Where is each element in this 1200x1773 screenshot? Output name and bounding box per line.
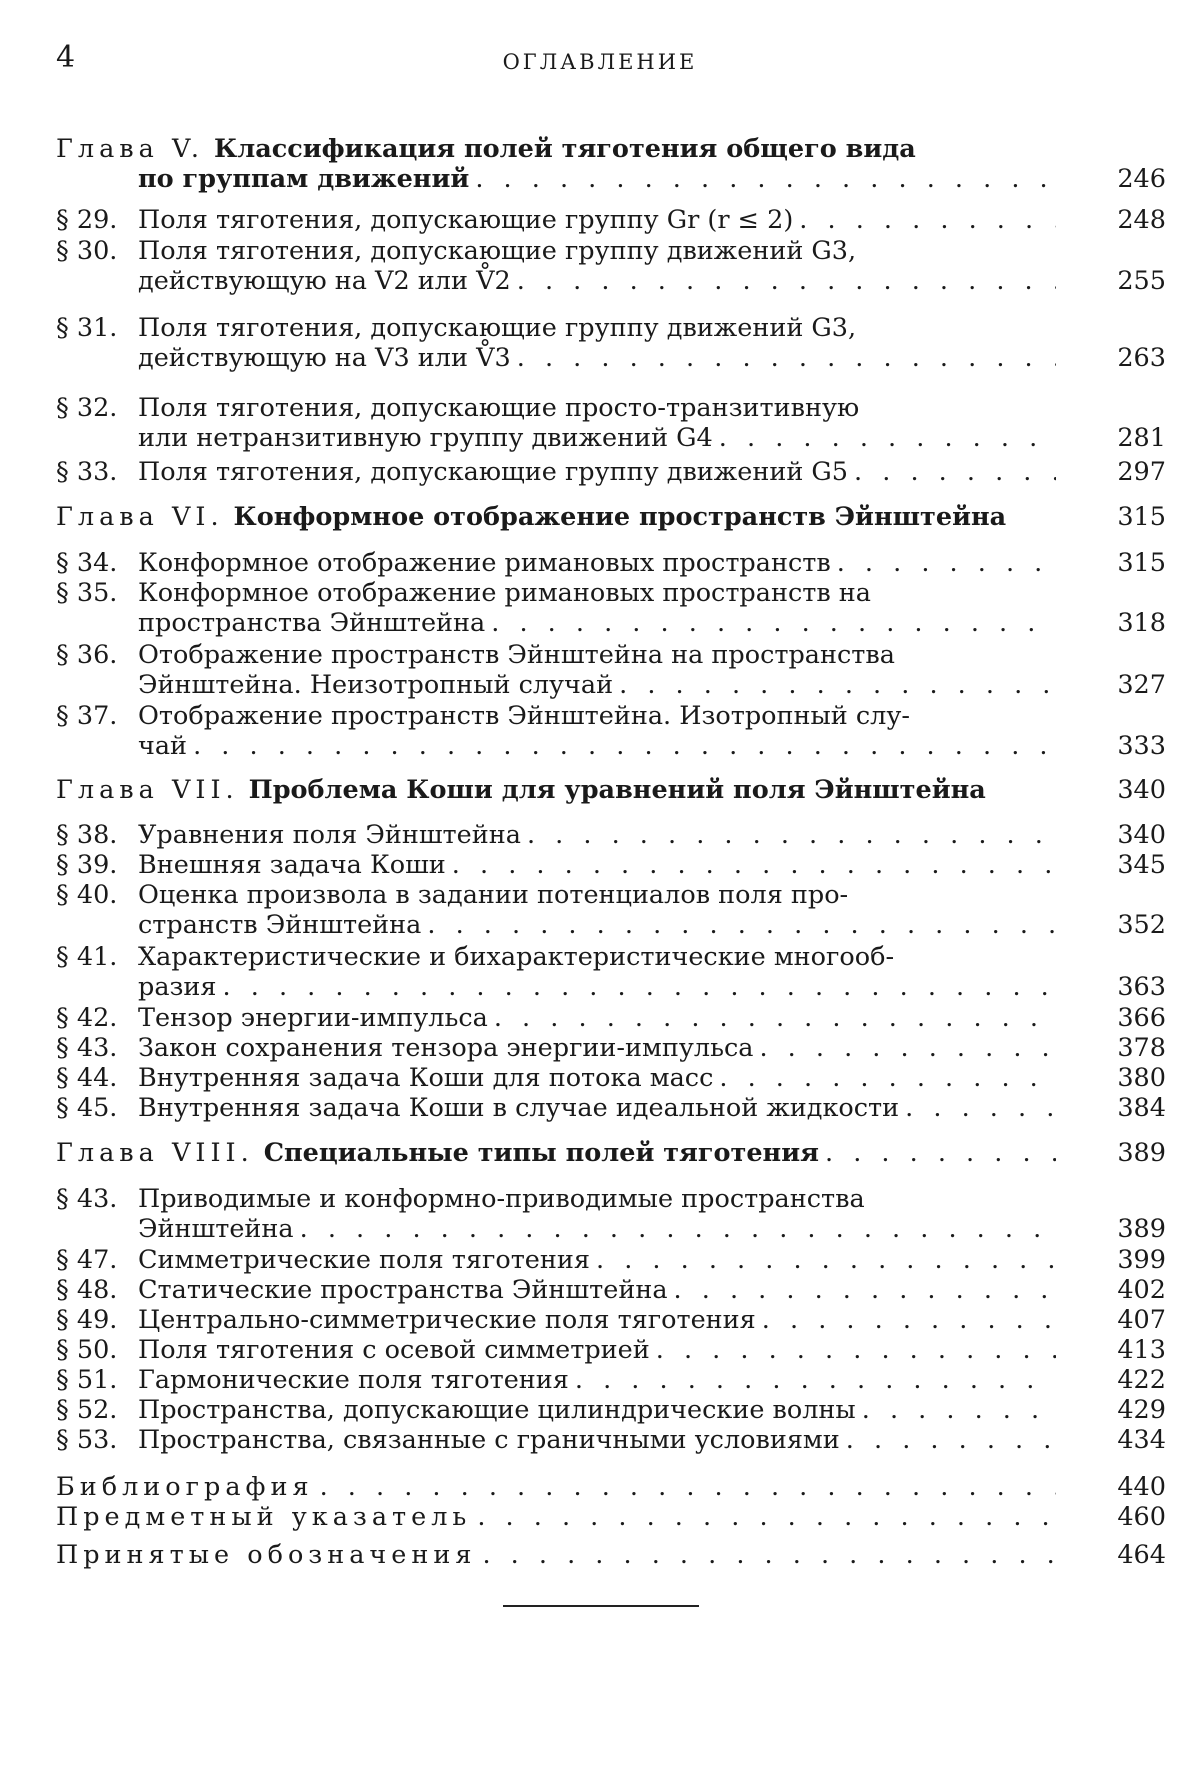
page-ref: 315 — [1117, 502, 1166, 532]
page-ref: 363 — [1117, 972, 1166, 1002]
entry-line — [56, 850, 1056, 880]
leader-dots — [854, 457, 1056, 487]
entry-line-continued — [138, 910, 1056, 940]
toc-entry-ch5 — [56, 134, 1166, 194]
section-number: § 53. — [56, 1425, 118, 1455]
leader-dots — [527, 820, 1056, 850]
page-ref: 263 — [1117, 343, 1166, 373]
entry-line — [56, 236, 1056, 266]
page-ref: 352 — [1117, 910, 1166, 940]
entry-line-continued — [138, 164, 1056, 194]
leader-dots — [837, 548, 1056, 578]
leader-dots — [575, 1365, 1056, 1395]
running-title: ОГЛАВЛЕНИЕ — [502, 50, 698, 74]
entry-title-continued: действующую на V3 или V̊3 — [138, 343, 511, 373]
toc-entry-ch8 — [56, 1138, 1166, 1168]
entry-line — [56, 942, 1056, 972]
entry-line — [56, 1245, 1056, 1275]
page-ref: 333 — [1117, 731, 1166, 761]
section-number: § 40. — [56, 880, 118, 910]
toc-entry-ch6 — [56, 502, 1166, 532]
chapter-label: Глава VI. — [56, 502, 224, 532]
section-number: § 38. — [56, 820, 118, 850]
section-number: § 37. — [56, 701, 118, 731]
toc-entry-s33 — [56, 457, 1166, 487]
section-number: § 35. — [56, 578, 118, 608]
entry-line — [56, 1365, 1056, 1395]
chapter-label: Глава VII. — [56, 775, 239, 805]
page-ref: 366 — [1117, 1003, 1166, 1033]
toc-entry-s37 — [56, 701, 1166, 761]
section-number: § 42. — [56, 1003, 118, 1033]
entry-title: Поля тяготения, допускающие группу движений G3, — [138, 236, 857, 266]
page-ref: 327 — [1117, 670, 1166, 700]
entry-line — [56, 1395, 1056, 1425]
page-ref: 434 — [1117, 1425, 1166, 1455]
section-number: § 52. — [56, 1395, 118, 1425]
entry-line-continued — [138, 972, 1056, 1002]
entry-line-continued — [138, 266, 1056, 296]
entry-line — [56, 640, 1056, 670]
section-number: § 39. — [56, 850, 118, 880]
entry-line — [56, 1502, 1056, 1532]
entry-title-continued: Эйнштейна — [138, 1214, 294, 1244]
page-ref: 422 — [1117, 1365, 1166, 1395]
page-ref: 413 — [1117, 1335, 1166, 1365]
entry-line-continued — [138, 343, 1056, 373]
chapter-label: Глава V. — [56, 134, 205, 164]
entry-line — [56, 313, 1056, 343]
entry-line — [56, 1472, 1056, 1502]
entry-title-continued: по группам движений — [138, 164, 470, 194]
entry-line-continued — [138, 1214, 1056, 1244]
entry-line-continued — [138, 608, 1056, 638]
entry-title: Оценка произвола в задании потенциалов поля про- — [138, 880, 849, 910]
section-number: § 44. — [56, 1063, 118, 1093]
entry-title: Характеристические и бихарактеристические многооб- — [138, 942, 895, 972]
section-number: § 36. — [56, 640, 118, 670]
entry-title: Внешняя задача Коши — [138, 850, 446, 880]
section-number: § 51. — [56, 1365, 118, 1395]
leader-dots — [762, 1305, 1056, 1335]
leader-dots — [193, 731, 1056, 761]
leader-dots — [482, 1540, 1056, 1570]
entry-line — [56, 1003, 1056, 1033]
toc-entry-s39 — [56, 850, 1166, 880]
section-number: § 41. — [56, 942, 118, 972]
entry-title: Симметрические поля тяготения — [138, 1245, 590, 1275]
page-ref: 380 — [1117, 1063, 1166, 1093]
toc-entry-s49 — [56, 1305, 1166, 1335]
entry-line — [56, 1540, 1056, 1570]
leader-dots — [719, 423, 1056, 453]
toc-entry-s47 — [56, 1245, 1166, 1275]
page-ref: 460 — [1117, 1502, 1166, 1532]
leader-dots — [656, 1335, 1056, 1365]
section-number: § 47. — [56, 1245, 118, 1275]
page-ref: 440 — [1117, 1472, 1166, 1502]
toc-entry-s43 — [56, 1033, 1166, 1063]
entry-line-continued — [138, 731, 1056, 761]
toc-entry-s48 — [56, 1275, 1166, 1305]
page-ref: 345 — [1117, 850, 1166, 880]
entry-title: Конформное отображение пространств Эйнштейна — [233, 502, 1007, 532]
entry-line — [56, 393, 1056, 423]
toc-entry-s41 — [56, 942, 1166, 1002]
toc-entry-s46 — [56, 1184, 1166, 1244]
page-ref: 402 — [1117, 1275, 1166, 1305]
entry-title: Поля тяготения, допускающие группу Gr (r ≤ 2) — [138, 205, 794, 235]
toc-entry-s40 — [56, 880, 1166, 940]
entry-title: Принятые обозначения — [56, 1540, 477, 1570]
page-ref: 246 — [1117, 164, 1166, 194]
entry-title: Конформное отображение римановых пространств на — [138, 578, 872, 608]
toc-entry-idx — [56, 1502, 1166, 1532]
toc-entry-s36 — [56, 640, 1166, 700]
toc-entry-not — [56, 1540, 1166, 1570]
leader-dots — [477, 1502, 1056, 1532]
entry-line — [56, 1138, 1056, 1168]
leader-dots — [846, 1425, 1056, 1455]
entry-title: Пространства, допускающие цилиндрические волны — [138, 1395, 856, 1425]
toc-entry-s45 — [56, 1093, 1166, 1123]
page-ref: 340 — [1117, 775, 1166, 805]
leader-dots — [674, 1275, 1056, 1305]
section-number: § 50. — [56, 1335, 118, 1365]
toc-entry-s44 — [56, 1063, 1166, 1093]
entry-title-continued: Эйнштейна. Неизотропный случай — [138, 670, 614, 700]
entry-line — [56, 578, 1056, 608]
leader-dots — [320, 1472, 1056, 1502]
entry-line — [56, 134, 1056, 164]
entry-title-continued: или нетранзитивную группу движений G4 — [138, 423, 713, 453]
leader-dots — [719, 1063, 1056, 1093]
entry-line — [56, 1093, 1056, 1123]
entry-line — [56, 1425, 1056, 1455]
section-number: § 43. — [56, 1033, 118, 1063]
chapter-label: Глава VIII. — [56, 1138, 254, 1168]
leader-dots — [300, 1214, 1056, 1244]
toc-entry-s51 — [56, 1365, 1166, 1395]
entry-title: Библиография — [56, 1472, 314, 1502]
entry-title: Гармонические поля тяготения — [138, 1365, 569, 1395]
toc-entry-s31 — [56, 313, 1166, 373]
entry-title: Центрально-симметрические поля тяготения — [138, 1305, 756, 1335]
leader-dots — [494, 1003, 1056, 1033]
page-ref: 407 — [1117, 1305, 1166, 1335]
page-ref: 340 — [1117, 820, 1166, 850]
page-ref: 399 — [1117, 1245, 1166, 1275]
page-ref: 389 — [1117, 1138, 1166, 1168]
entry-title: Пространства, связанные с граничными условиями — [138, 1425, 840, 1455]
leader-dots — [759, 1033, 1056, 1063]
leader-dots — [905, 1093, 1056, 1123]
closing-rule — [503, 1605, 699, 1607]
entry-line-continued — [138, 670, 1056, 700]
section-number: § 32. — [56, 393, 118, 423]
entry-title: Внутренняя задача Коши в случае идеальной жидкости — [138, 1093, 900, 1123]
leader-dots — [799, 205, 1056, 235]
entry-title: Проблема Коши для уравнений поля Эйнштейна — [248, 775, 986, 805]
section-number: § 49. — [56, 1305, 118, 1335]
page-ref: 318 — [1117, 608, 1166, 638]
entry-title: Закон сохранения тензора энергии-импульса — [138, 1033, 754, 1063]
section-number: § 31. — [56, 313, 118, 343]
leader-dots — [517, 266, 1056, 296]
entry-title: Статические пространства Эйнштейна — [138, 1275, 668, 1305]
entry-title-continued: пространства Эйнштейна — [138, 608, 486, 638]
toc-entry-bib — [56, 1472, 1166, 1502]
toc-entry-s38 — [56, 820, 1166, 850]
entry-title: Конформное отображение римановых пространств — [138, 548, 831, 578]
leader-dots — [862, 1395, 1056, 1425]
entry-title: Специальные типы полей тяготения — [263, 1138, 819, 1168]
section-number: § 29. — [56, 205, 118, 235]
entry-line — [56, 775, 1056, 805]
entry-line — [56, 1033, 1056, 1063]
toc-entry-s35 — [56, 578, 1166, 638]
page-ref: 378 — [1117, 1033, 1166, 1063]
leader-dots — [223, 972, 1056, 1002]
entry-line — [56, 1335, 1056, 1365]
entry-title: Предметный указатель — [56, 1502, 472, 1532]
toc-entry-s29 — [56, 205, 1166, 235]
entry-line — [56, 205, 1056, 235]
entry-line — [56, 548, 1056, 578]
section-number: § 34. — [56, 548, 118, 578]
entry-title: Уравнения поля Эйнштейна — [138, 820, 521, 850]
entry-line — [56, 502, 1056, 532]
entry-line — [56, 1184, 1056, 1214]
toc-entry-ch7 — [56, 775, 1166, 805]
toc-entry-s50 — [56, 1335, 1166, 1365]
leader-dots — [619, 670, 1056, 700]
page-ref: 389 — [1117, 1214, 1166, 1244]
section-number: § 43. — [56, 1184, 118, 1214]
page-ref: 281 — [1117, 423, 1166, 453]
entry-line-continued — [138, 423, 1056, 453]
entry-line — [56, 880, 1056, 910]
entry-line — [56, 457, 1056, 487]
entry-title: Классификация полей тяготения общего вида — [214, 134, 916, 164]
page-ref: 315 — [1117, 548, 1166, 578]
toc-entry-s53 — [56, 1425, 1166, 1455]
entry-title: Поля тяготения, допускающие группу движений G3, — [138, 313, 857, 343]
leader-dots — [427, 910, 1056, 940]
entry-title: Тензор энергии-импульса — [138, 1003, 488, 1033]
page-ref: 297 — [1117, 457, 1166, 487]
leader-dots — [475, 164, 1056, 194]
leader-dots — [825, 1138, 1056, 1168]
entry-line — [56, 820, 1056, 850]
entry-title-continued: странств Эйнштейна — [138, 910, 422, 940]
entry-title: Отображение пространств Эйнштейна на пространства — [138, 640, 895, 670]
leader-dots — [517, 343, 1056, 373]
toc-entry-s52 — [56, 1395, 1166, 1425]
page-ref: 248 — [1117, 205, 1166, 235]
page-ref: 464 — [1117, 1540, 1166, 1570]
page-ref: 429 — [1117, 1395, 1166, 1425]
section-number: § 30. — [56, 236, 118, 266]
entry-title-continued: чай — [138, 731, 188, 761]
entry-line — [56, 1305, 1056, 1335]
entry-title: Поля тяготения, допускающие группу движений G5 — [138, 457, 849, 487]
toc-entry-s30 — [56, 236, 1166, 296]
entry-line — [56, 701, 1056, 731]
page-ref: 384 — [1117, 1093, 1166, 1123]
entry-title: Внутренняя задача Коши для потока масс — [138, 1063, 714, 1093]
entry-title: Поля тяготения с осевой симметрией — [138, 1335, 650, 1365]
entry-title-continued: разия — [138, 972, 217, 1002]
toc-entry-s32 — [56, 393, 1166, 453]
leader-dots — [452, 850, 1056, 880]
page-ref: 255 — [1117, 266, 1166, 296]
toc-entry-s42 — [56, 1003, 1166, 1033]
page-number: 4 — [56, 40, 76, 75]
entry-title: Отображение пространств Эйнштейна. Изотропный слу- — [138, 701, 910, 731]
section-number: § 33. — [56, 457, 118, 487]
section-number: § 48. — [56, 1275, 118, 1305]
section-number: § 45. — [56, 1093, 118, 1123]
leader-dots — [596, 1245, 1056, 1275]
entry-title: Приводимые и конформно-приводимые пространства — [138, 1184, 865, 1214]
entry-title: Поля тяготения, допускающие просто-транзитивную — [138, 393, 860, 423]
entry-line — [56, 1063, 1056, 1093]
entry-line — [56, 1275, 1056, 1305]
leader-dots — [491, 608, 1056, 638]
entry-title-continued: действующую на V2 или V̊2 — [138, 266, 511, 296]
toc-entry-s34 — [56, 548, 1166, 578]
